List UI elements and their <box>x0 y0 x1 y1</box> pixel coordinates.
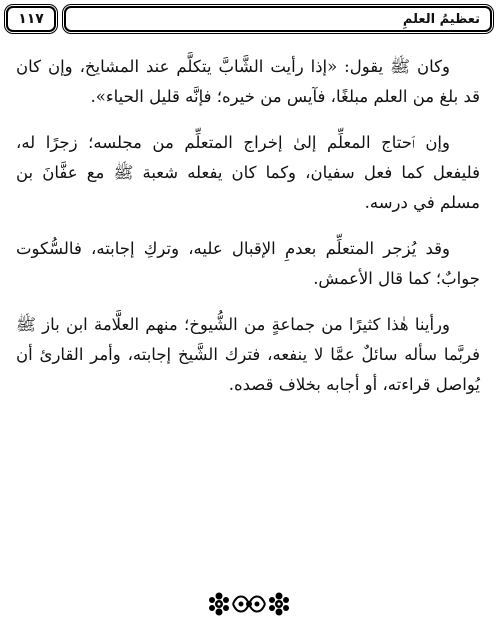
paragraph-1: وكان ﷺ يقول: «إذا رأيت الشَّابَّ يتكلَّم عند المشايخ، وإن كان قد بلغ من العلم مبلغًا، فآيس من خيره؛ فإنَّه قليل الحياء». <box>16 57 480 106</box>
header-page-frame <box>6 6 56 32</box>
running-title: تعظيمُ العلمِ <box>402 11 480 27</box>
paragraph-4: ورأينا هٰذا كثيرًا من جماعةٍ من الشُّيوخ؛ منهم العلَّامة ابن باز ﷺ فربَّما سأله سائلٌ عمَّا لا ينفعه، فترك الشَّيخ إجابته، وأمر القارئ أن يُواصل قراءته، أو أجابه بخلاف قصده. <box>16 315 481 394</box>
paragraph-3: وقد يُزجر المتعلِّم بعدمِ الإقبال عليه، وتركِ إجابته، فالسُّكوت جوابٌ؛ كما قال الأعمش. <box>16 239 480 288</box>
page-body <box>0 52 498 416</box>
floral-ornament-icon <box>209 590 289 618</box>
paragraph-2: وإن ٱحتاج المعلِّم إلىٰ إخراج المتعلِّم من مجلسه؛ زجرًا له، فليفعل كما فعل سفيان، وكما كان يفعله شعبة ﷺ مع عفَّانَ بن مسلم في درسه. <box>16 133 480 212</box>
header-title-frame <box>64 6 492 32</box>
page-number: ١١٧ <box>18 11 44 27</box>
page-header <box>4 6 494 36</box>
